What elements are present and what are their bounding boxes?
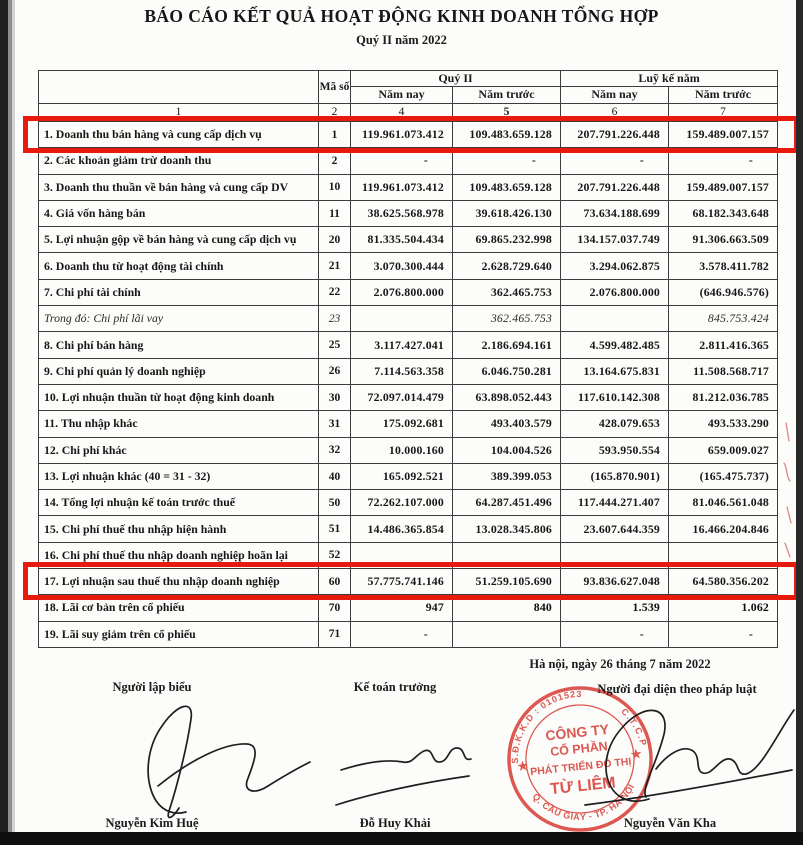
signature-layer: [0, 650, 803, 840]
cell-label: 1. Doanh thu bán hàng và cung cấp dịch vụ: [39, 122, 319, 148]
cell-code: 31: [319, 411, 351, 437]
cell-value: 13.164.675.831: [561, 358, 669, 384]
cell-value: 38.625.568.978: [351, 200, 453, 226]
table-row: [39, 463, 778, 489]
cell-value: [453, 621, 561, 647]
cell-value: 493.533.290: [669, 411, 778, 437]
cell-value: (646.946.576): [669, 279, 778, 305]
cell-value: 1.062: [669, 595, 778, 621]
table-row: [39, 227, 778, 253]
cell-value: 3.294.062.875: [561, 253, 669, 279]
header-ytd-prior: Năm trước: [669, 87, 778, 104]
cell-value: 362.465.753: [453, 279, 561, 305]
cell-value: 39.618.426.130: [453, 200, 561, 226]
page-title: BÁO CÁO KẾT QUẢ HOẠT ĐỘNG KINH DOANH TỔNG HỢP: [144, 6, 659, 26]
cell-value: 72.262.107.000: [351, 490, 453, 516]
cell-value: 81.212.036.785: [669, 384, 778, 410]
cell-value: 23.607.644.359: [561, 516, 669, 542]
cell-label: 13. Lợi nhuận khác (40 = 31 - 32): [39, 463, 319, 489]
table-row: [39, 253, 778, 279]
cell-value: 659.009.027: [669, 437, 778, 463]
cell-label: 14. Tổng lợi nhuận kế toán trước thuế: [39, 490, 319, 516]
cell-code: 26: [319, 358, 351, 384]
cell-label: 11. Thu nhập khác: [39, 411, 319, 437]
cell-label: 16. Chi phí thuế thu nhập doanh nghiệp hoãn lại: [39, 542, 319, 568]
cell-value: 109.483.659.128: [453, 122, 561, 148]
cell-value: 57.775.741.146: [351, 569, 453, 595]
cell-code: 71: [319, 621, 351, 647]
cell-value: 2.811.416.365: [669, 332, 778, 358]
cell-value: 68.182.343.648: [669, 200, 778, 226]
cell-value: 175.092.681: [351, 411, 453, 437]
cell-value: (165.475.737): [669, 463, 778, 489]
table-row: [39, 332, 778, 358]
cell-label: 19. Lãi suy giảm trên cổ phiếu: [39, 621, 319, 647]
signer-title-legal-rep: Người đại diện theo pháp luật: [597, 682, 757, 696]
table-row: [39, 279, 778, 305]
cell-value: -: [669, 148, 778, 174]
cell-value: [561, 306, 669, 332]
cell-value: 64.287.451.496: [453, 490, 561, 516]
table-row: [39, 384, 778, 410]
cell-code: 51: [319, 516, 351, 542]
stamp-ring-right-text: C.T.C.P: [619, 706, 649, 748]
page-subtitle: Quý II năm 2022: [356, 33, 447, 47]
cell-value: -: [453, 148, 561, 174]
cell-code: 23: [319, 306, 351, 332]
cell-label: 3. Doanh thu thuần về bán hàng và cung cấp DV: [39, 174, 319, 200]
cell-value: 7.114.563.358: [351, 358, 453, 384]
table-row: [39, 621, 778, 647]
cell-value: 2.076.800.000: [561, 279, 669, 305]
cell-label: Trong đó: Chi phí lãi vay: [39, 306, 319, 332]
table-row: [39, 358, 778, 384]
col-number: 1: [39, 104, 319, 122]
cell-value: 3.117.427.041: [351, 332, 453, 358]
col-number: 7: [669, 104, 778, 122]
cell-code: 30: [319, 384, 351, 410]
cell-value: 91.306.663.509: [669, 227, 778, 253]
cell-value: 109.483.659.128: [453, 174, 561, 200]
stamp-ring-top-text: S.Đ.K.K.D : 0101523: [509, 688, 583, 764]
cell-code: 11: [319, 200, 351, 226]
cell-value: 207.791.226.448: [561, 174, 669, 200]
table-row: [39, 306, 778, 332]
highlight-box-net-profit: [23, 562, 799, 600]
cell-code: 60: [319, 569, 351, 595]
cell-value: 81.046.561.048: [669, 490, 778, 516]
cell-value: 159.489.007.157: [669, 122, 778, 148]
scan-edge-bottom: [0, 832, 803, 845]
date-line: Hà nội, ngày 26 tháng 7 năm 2022: [529, 657, 711, 671]
cell-value: 207.791.226.448: [561, 122, 669, 148]
stamp-ring-bottom-text: Q. CẦU GIẤY - TP. HÀ NỘI: [530, 782, 637, 823]
scan-edge-left: [0, 0, 8, 845]
cell-code: 2: [319, 148, 351, 174]
cell-value: 134.157.037.749: [561, 227, 669, 253]
table-row: [39, 174, 778, 200]
cell-value: 3.070.300.444: [351, 253, 453, 279]
cell-value: 63.898.052.443: [453, 384, 561, 410]
cell-value: 51.259.105.690: [453, 569, 561, 595]
cell-code: 10: [319, 174, 351, 200]
cell-value: 593.950.554: [561, 437, 669, 463]
header-group-row: [39, 71, 778, 87]
cell-code: 52: [319, 542, 351, 568]
cell-label: 15. Chi phí thuế thu nhập hiện hành: [39, 516, 319, 542]
cell-label: 12. Chi phí khác: [39, 437, 319, 463]
scan-edge-right: [796, 0, 803, 845]
scan-edge-left-light: [12, 0, 15, 845]
header-group-ytd: Luỹ kế năm: [561, 71, 778, 87]
header-q2-prior: Năm trước: [453, 87, 561, 104]
cell-value: 840: [453, 595, 561, 621]
cell-value: 159.489.007.157: [669, 174, 778, 200]
cell-code: 1: [319, 122, 351, 148]
cell-code: 25: [319, 332, 351, 358]
cell-value: 165.092.521: [351, 463, 453, 489]
highlight-box-revenue: [23, 116, 799, 153]
col-number: 2: [319, 104, 351, 122]
cell-value: 73.634.188.699: [561, 200, 669, 226]
cell-value: [351, 306, 453, 332]
cell-value: 81.335.504.434: [351, 227, 453, 253]
header-code: Mã số: [319, 71, 351, 104]
cell-value: 845.753.424: [669, 306, 778, 332]
signer-name-accountant: Đỗ Huy Khải: [359, 816, 431, 830]
table-row: [39, 516, 778, 542]
cell-code: 22: [319, 279, 351, 305]
cell-label: 7. Chi phí tài chính: [39, 279, 319, 305]
cell-label: 18. Lãi cơ bản trên cổ phiếu: [39, 595, 319, 621]
header-group-q2: Quý II: [351, 71, 561, 87]
cell-code: 70: [319, 595, 351, 621]
signature-legal-rep: [585, 710, 794, 805]
cell-value: 2.628.729.640: [453, 253, 561, 279]
cell-value: 10.000.160: [351, 437, 453, 463]
cell-value: 362.465.753: [453, 306, 561, 332]
cell-value: -: [561, 148, 669, 174]
cell-label: 10. Lợi nhuận thuần từ hoạt động kinh doanh: [39, 384, 319, 410]
cell-value: -: [669, 621, 778, 647]
cell-value: 493.403.579: [453, 411, 561, 437]
cell-label: 4. Giá vốn hàng bán: [39, 200, 319, 226]
cell-label: 2. Các khoản giảm trừ doanh thu: [39, 148, 319, 174]
cell-value: 117.444.271.407: [561, 490, 669, 516]
stamp-center-line4: TỪ LIÊM: [549, 774, 617, 799]
cell-value: 117.610.142.308: [561, 384, 669, 410]
cell-value: 14.486.365.854: [351, 516, 453, 542]
cell-value: 1.539: [561, 595, 669, 621]
col-number: 6: [561, 104, 669, 122]
header-ytd-current: Năm nay: [561, 87, 669, 104]
signer-title-accountant: Kế toán trưởng: [353, 680, 437, 694]
col-number: 5: [453, 104, 561, 122]
cell-value: 2.076.800.000: [351, 279, 453, 305]
cell-value: 93.836.627.048: [561, 569, 669, 595]
stamp-center-line3: PHÁT TRIỂN ĐÔ THỊ: [529, 755, 632, 779]
stamp-star-right: ★: [630, 746, 643, 762]
cell-value: 119.961.073.412: [351, 122, 453, 148]
cell-value: 64.580.356.202: [669, 569, 778, 595]
cell-code: 40: [319, 463, 351, 489]
cell-value: 947: [351, 595, 453, 621]
signature-preparer: [148, 706, 310, 817]
cell-code: 21: [319, 253, 351, 279]
header-label-cell: [39, 71, 319, 104]
cell-value: 389.399.053: [453, 463, 561, 489]
cell-value: 11.508.568.717: [669, 358, 778, 384]
cell-value: -: [561, 621, 669, 647]
cell-value: 3.578.411.782: [669, 253, 778, 279]
signer-title-preparer: Người lập biểu: [112, 680, 192, 694]
table-row: [39, 200, 778, 226]
stamp-center-line1: CÔNG TY: [544, 720, 610, 744]
col-number: 4: [351, 104, 453, 122]
cell-label: 17. Lợi nhuận sau thuế thu nhập doanh nghiệp: [39, 569, 319, 595]
cell-value: 104.004.526: [453, 437, 561, 463]
cell-code: 20: [319, 227, 351, 253]
cell-value: 4.599.482.485: [561, 332, 669, 358]
header-q2-current: Năm nay: [351, 87, 453, 104]
cell-value: 72.097.014.479: [351, 384, 453, 410]
signer-name-legal-rep: Nguyễn Văn Kha: [623, 816, 717, 830]
cell-value: 428.079.653: [561, 411, 669, 437]
signer-name-preparer: Nguyễn Kim Huệ: [105, 816, 199, 830]
stamp-star-left: ★: [516, 758, 529, 774]
cell-label: 5. Lợi nhuận gộp về bán hàng và cung cấp dịch vụ: [39, 227, 319, 253]
stamp-center-line2: CỔ PHẦN: [549, 739, 609, 760]
cell-value: -: [351, 148, 453, 174]
cell-value: -: [351, 621, 453, 647]
cell-value: (165.870.901): [561, 463, 669, 489]
table-row: [39, 490, 778, 516]
cell-value: 6.046.750.281: [453, 358, 561, 384]
cell-label: 9. Chi phí quản lý doanh nghiệp: [39, 358, 319, 384]
cell-value: 16.466.204.846: [669, 516, 778, 542]
cell-code: 50: [319, 490, 351, 516]
cell-value: 119.961.073.412: [351, 174, 453, 200]
cell-value: 2.186.694.161: [453, 332, 561, 358]
table-row: [39, 411, 778, 437]
signature-accountant: [336, 748, 471, 805]
cell-label: 8. Chi phí bán hàng: [39, 332, 319, 358]
cell-value: 69.865.232.998: [453, 227, 561, 253]
cell-label: 6. Doanh thu từ hoạt động tài chính: [39, 253, 319, 279]
cell-code: 32: [319, 437, 351, 463]
cell-value: 13.028.345.806: [453, 516, 561, 542]
table-row: [39, 437, 778, 463]
